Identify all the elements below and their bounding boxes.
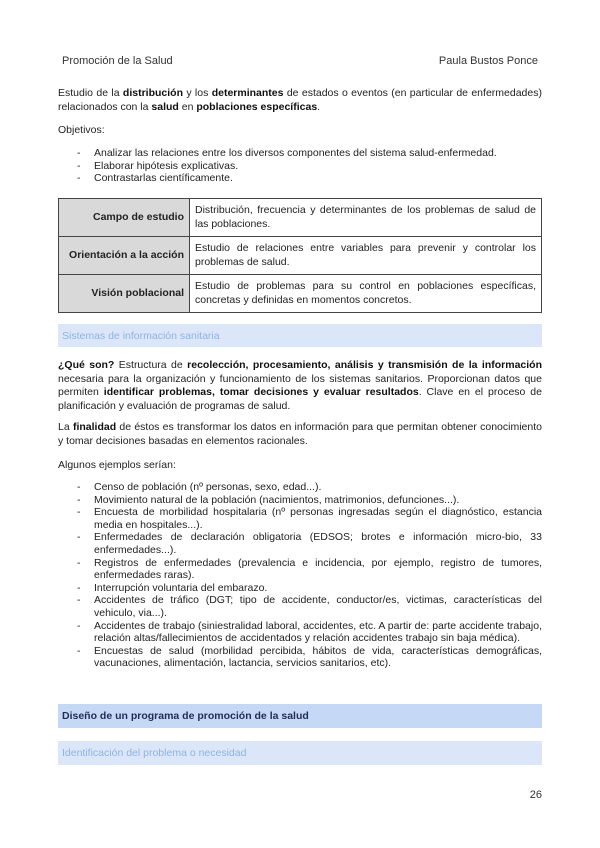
- list-item: - Encuestas de salud (morbilidad percibida, hábitos de vida, características demográficas, vacunaciones, alimentación, lactancia, servicios sanitarios, etc).: [58, 645, 542, 670]
- finalidad-paragraph: La finalidad de éstos es transformar los datos en información para que permitan obtener conocimiento y tomar decisiones basadas en elementos racionales.: [58, 421, 542, 447]
- list-item: - Encuesta de morbilidad hospitalaria (nº personas ingresadas según el diagnóstico, estancia media en hospitales...).: [58, 506, 542, 531]
- section-heading-identificacion: Identificación del problema o necesidad: [58, 741, 542, 765]
- list-item: - Analizar las relaciones entre los diversos componentes del sistema salud-enfermedad.: [58, 147, 542, 160]
- objectives-label: Objetivos:: [58, 124, 105, 136]
- table-key: Campo de estudio: [59, 199, 190, 237]
- table-row: [59, 199, 542, 237]
- list-item: - Interrupción voluntaria del embarazo.: [58, 582, 542, 595]
- section-heading-diseno: Diseño de un programa de promoción de la salud: [58, 704, 542, 728]
- table-row: [59, 275, 542, 313]
- header-left: Promoción de la Salud: [62, 55, 173, 67]
- table-value: Distribución, frecuencia y determinantes de los problemas de salud de las poblaciones.: [190, 199, 542, 237]
- table-value: Estudio de relaciones entre variables para prevenir y controlar los problemas de salud.: [190, 237, 542, 275]
- objectives-list: [58, 147, 542, 185]
- list-item: - Accidentes de tráfico (DGT; tipo de accidente, conductor/es, victimas, características del vehiculo, via...).: [58, 594, 542, 619]
- table-row: [59, 237, 542, 275]
- intro-paragraph: Estudio de la distribución y los determinantes de estados o eventos (en particular de enfermedades) relacionados con la salud en poblaciones específicas.: [58, 87, 542, 113]
- definition-table: [58, 198, 542, 313]
- section-heading-sistemas: Sistemas de información sanitaria: [58, 324, 542, 347]
- list-item: - Censo de población (nº personas, sexo, edad...).: [58, 481, 542, 494]
- que-son-paragraph: ¿Qué son? Estructura de recolección, procesamiento, análisis y transmisión de la información necesaria para la organización y funcionamiento de los sistemas sanitarios. Proporcionan datos que permiten identificar problemas, tomar decisiones y evaluar resultados. Clave en el proceso de planificación y evaluación de programas de salud.: [58, 359, 542, 412]
- list-item: - Enfermedades de declaración obligatoria (EDSOS; brotes e información micro-bio, 33 enfermedades...).: [58, 531, 542, 556]
- list-item: - Elaborar hipótesis explicativas.: [58, 160, 542, 173]
- examples-list: [58, 481, 542, 670]
- table-value: Estudio de problemas para su control en poblaciones específicas, concretas y definidas en momentos concretos.: [190, 275, 542, 313]
- list-item: - Accidentes de trabajo (siniestralidad laboral, accidentes, etc. A partir de: parte accidente trabajo, relación altas/fallecimientos de accidentados y relación accidentes trabajo sin baja médica).: [58, 620, 542, 645]
- table-key: Visión poblacional: [59, 275, 190, 313]
- list-item: - Movimiento natural de la población (nacimientos, matrimonios, defunciones...).: [58, 494, 542, 507]
- page-number: 26: [529, 789, 542, 801]
- header-right: Paula Bustos Ponce: [438, 55, 538, 67]
- list-item: - Registros de enfermedades (prevalencia e incidencia, por ejemplo, registro de tumores, enfermedades raras).: [58, 557, 542, 582]
- examples-label: Algunos ejemplos serían:: [58, 459, 176, 471]
- table-key: Orientación a la acción: [59, 237, 190, 275]
- list-item: - Contrastarlas científicamente.: [58, 172, 542, 185]
